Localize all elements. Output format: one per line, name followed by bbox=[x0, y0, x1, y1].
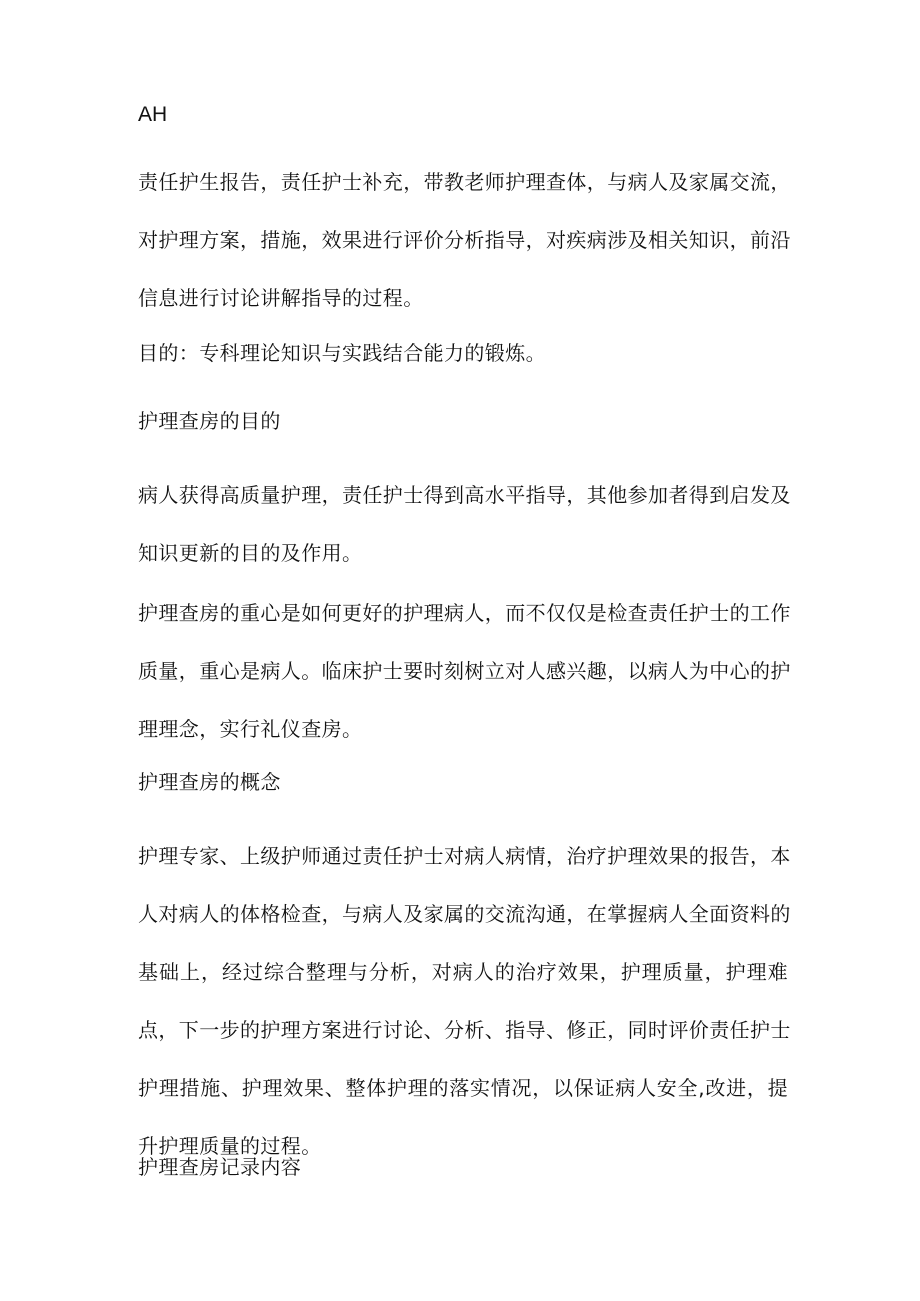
paragraph-concept bbox=[138, 844, 791, 1158]
text-line: 护理查房记录内容 bbox=[138, 1155, 302, 1179]
text-line: 护理查房的重心是如何更好的护理病人，而不仅仅是检查责任护士的工作 bbox=[138, 601, 791, 625]
text-line: 目的：专科理论知识与实践结合能力的锻炼。 bbox=[138, 341, 546, 365]
paragraph-definition bbox=[138, 170, 791, 310]
text-line: 基础上，经过综合整理与分析，对病人的治疗效果，护理质量，护理难 bbox=[138, 960, 788, 984]
paragraph-focus bbox=[138, 601, 791, 741]
section-heading-record bbox=[138, 1157, 788, 1177]
text-line: 病人获得高质量护理，责任护士得到高水平指导，其他参加者得到启发及 bbox=[138, 483, 791, 507]
text-line: 护理查房的概念 bbox=[138, 770, 281, 794]
text-line: 责任护生报告，责任护士补充，带教老师护理查体，与病人及家属交流， bbox=[138, 170, 791, 194]
section-heading-concept bbox=[138, 772, 788, 792]
text-line: 护理专家、上级护师通过责任护士对病人病情，治疗护理效果的报告，本 bbox=[138, 844, 791, 868]
document-header: AH bbox=[138, 103, 168, 126]
text-line: 升护理质量的过程。 bbox=[138, 1134, 322, 1158]
section-heading-purpose bbox=[138, 411, 788, 431]
paragraph-purpose bbox=[138, 343, 788, 363]
text-line: 知识更新的目的及作用。 bbox=[138, 541, 363, 565]
text-line: 人对病人的体格检查，与病人及家属的交流沟通，在掌握病人全面资料的 bbox=[138, 902, 791, 926]
text-line: 护理措施、护理效果、整体护理的落实情况，以保证病人安全,改进，提 bbox=[138, 1076, 788, 1100]
text-line: 护理查房的目的 bbox=[138, 409, 281, 433]
text-line: 信息进行讨论讲解指导的过程。 bbox=[138, 286, 424, 310]
paragraph-purpose-detail bbox=[138, 483, 791, 565]
text-line: 理理念，实行礼仪查房。 bbox=[138, 717, 363, 741]
text-line: 质量，重心是病人。临床护士要时刻树立对人感兴趣，以病人为中心的护 bbox=[138, 659, 791, 683]
text-line: 对护理方案，措施，效果进行评价分析指导，对疾病涉及相关知识，前沿 bbox=[138, 228, 791, 252]
text-line: 点，下一步的护理方案进行讨论、分析、指导、修正，同时评价责任护士 bbox=[138, 1018, 791, 1042]
